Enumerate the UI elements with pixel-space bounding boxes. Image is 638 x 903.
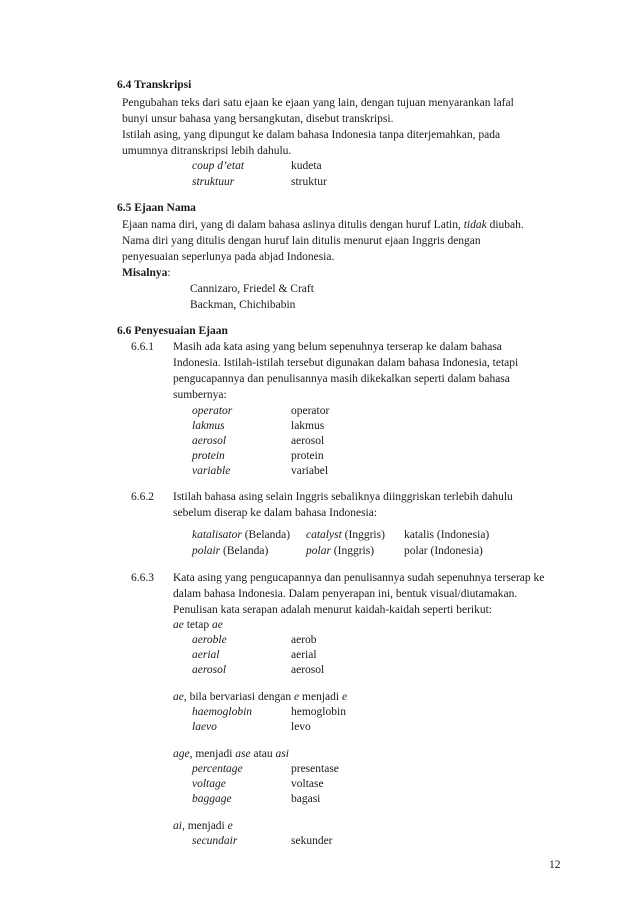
term-indonesian: lakmus [291,420,325,432]
rule-age: age, menjadi ase atau asi [173,748,289,760]
term-indonesian: aerosol [291,664,325,676]
rule-ae-e: ae, bila bervariasi dengan e menjadi e [173,691,348,703]
term-foreign: operator [192,405,233,417]
term-indonesian: aerob [291,634,317,646]
paragraph-line: Nama diri yang ditulis dengan huruf lain ditulis menurut ejaan Inggris dengan [122,235,481,247]
term-indonesian: levo [291,721,311,733]
paragraph-line: pengucapannya dan penulisannya masih dikekalkan seperti dalam bahasa [173,373,510,385]
term-english: catalyst (Inggris) [306,529,385,541]
term-foreign: laevo [192,721,217,733]
term-indonesian: polar (Indonesia) [404,545,483,557]
paragraph-line: umumnya ditranskripsi lebih dahulu. [122,145,292,157]
heading-ejaan-nama: 6.5 Ejaan Nama [117,202,196,214]
example-foreign: coup d’etat [192,160,245,172]
term-foreign: baggage [192,793,232,805]
term-foreign: voltage [192,778,226,790]
paragraph-line: Masih ada kata asing yang belum sepenuhnya terserap ke dalam bahasa [173,341,502,353]
example-indonesian: kudeta [291,160,322,172]
term-indonesian: katalis (Indonesia) [404,529,490,541]
term-indonesian: voltase [291,778,324,790]
paragraph-line: Kata asing yang pengucapannya dan penulisannya sudah sepenuhnya terserap ke [173,572,545,584]
example-label: Misalnya: [122,267,171,279]
paragraph-line: dalam bahasa Indonesia. Dalam penyerapan ini, bentuk visual/diutamakan. [173,588,518,600]
subsection-number: 6.6.2 [131,491,154,503]
paragraph-line: Penulisan kata serapan adalah menurut kaidah-kaidah seperti berikut: [173,604,493,616]
paragraph-line: sebelum diserap ke dalam bahasa Indonesia: [173,507,378,519]
paragraph-line: Istilah asing, yang dipungut ke dalam bahasa Indonesia tanpa diterjemahkan, pada [122,129,501,141]
term-english: polar (Inggris) [306,545,375,557]
example-name: Backman, Chichibabin [190,299,296,311]
example-indonesian: struktur [291,176,327,188]
term-indonesian: presentase [291,763,339,775]
example-foreign: struktuur [192,176,235,188]
term-foreign: aerosol [192,435,227,447]
term-foreign: aerosol [192,664,227,676]
term-foreign: lakmus [192,420,225,432]
paragraph-line: penyesuaian seperlunya pada abjad Indonesia. [122,251,335,263]
heading-penyesuaian-ejaan: 6.6 Penyesuaian Ejaan [117,325,228,337]
term-foreign: aeroble [192,634,227,646]
term-indonesian: hemoglobin [291,706,346,718]
term-foreign: secundair [192,835,238,847]
term-foreign: protein [192,450,225,462]
rule-ae: ae tetap ae [173,619,223,631]
term-indonesian: sekunder [291,835,333,847]
term-dutch: polair (Belanda) [192,545,269,557]
term-indonesian: operator [291,405,330,417]
page-number: 12 [549,859,561,871]
paragraph-line: Ejaan nama diri, yang di dalam bahasa aslinya ditulis dengan huruf Latin, tidak diubah. [122,219,524,231]
paragraph-line: Pengubahan teks dari satu ejaan ke ejaan yang lain, dengan tujuan menyarankan lafal [122,97,514,109]
term-indonesian: aerial [291,649,317,661]
term-foreign: percentage [192,763,243,775]
term-indonesian: variabel [291,465,329,477]
paragraph-line: Indonesia. Istilah-istilah tersebut digunakan dalam bahasa Indonesia, tetapi [173,357,519,369]
subsection-number: 6.6.1 [131,341,154,353]
term-indonesian: aerosol [291,435,325,447]
paragraph-line: bunyi unsur bahasa yang bersangkutan, disebut transkripsi. [122,113,394,125]
rule-ai: ai, menjadi e [173,820,233,832]
heading-transkripsi: 6.4 Transkripsi [117,79,192,91]
subsection-number: 6.6.3 [131,572,154,584]
paragraph-line: sumbernya: [173,389,227,401]
paragraph-line: Istilah bahasa asing selain Inggris sebaliknya diinggriskan terlebih dahulu [173,491,513,503]
example-name: Cannizaro, Friedel & Craft [190,283,314,295]
term-foreign: haemoglobin [192,706,253,718]
term-indonesian: protein [291,450,324,462]
term-foreign: variable [192,465,231,477]
term-foreign: aerial [192,649,220,661]
term-dutch: katalisator (Belanda) [192,529,291,541]
term-indonesian: bagasi [291,793,321,805]
